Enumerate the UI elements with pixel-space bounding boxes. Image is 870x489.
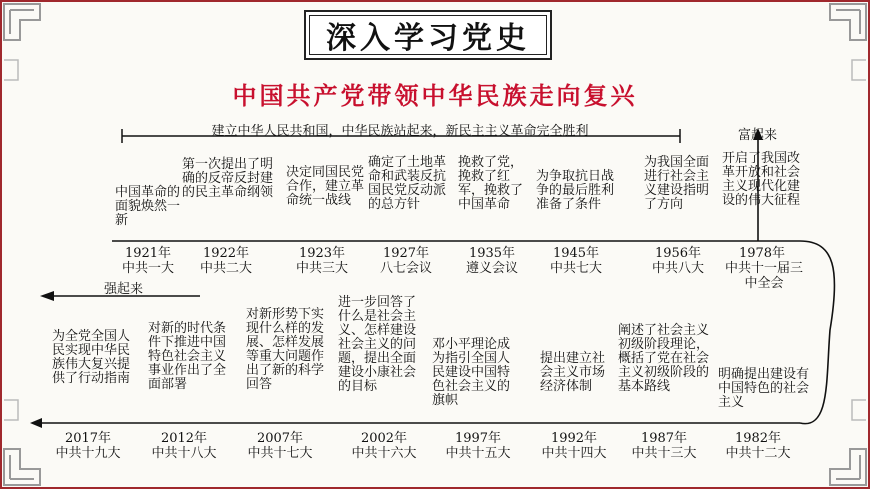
event-1922-year: 1922年 [202,246,250,261]
event-1923-year: 1923年 [298,246,346,261]
event-1997-year: 1997年 [454,431,502,446]
event-1982-year: 1982年 [734,431,782,446]
page-title: 深入学习党史 [326,21,530,56]
event-1945-meeting: 中共七大 [549,261,602,276]
title-box [304,10,552,60]
event-1997-meeting: 中共十五大 [445,446,511,461]
event-1978-year: 1978年 [738,246,786,261]
event-2007-year: 2007年 [256,431,304,446]
fuqilai-label: 富起来 [738,128,778,143]
event-1921-desc: 中国革命的面貌焕然一新 [115,185,181,228]
event-1956-year: 1956年 [654,246,702,261]
event-2012-meeting: 中共十八大 [151,446,217,461]
event-1922-desc: 第一次提出了明确的反帝反封建的民主革命纲领 [182,157,274,200]
event-1927-meeting: 八七会议 [379,261,432,276]
event-1923-meeting: 中共三大 [295,261,348,276]
event-1921-year: 1921年 [124,246,172,261]
event-1992-year: 1992年 [550,431,598,446]
event-2002-desc: 进一步回答了什么是社会主义、怎样建设社会主义的问题，提出全面建设小康社会的目标 [338,295,417,394]
event-1997-desc: 邓小平理论成为指引全国人民建设中国特色社会主义的旗帜 [432,337,511,408]
event-1992-desc: 提出建立社会主义市场经济体制 [540,351,606,394]
event-2007-meeting: 中共十七大 [247,446,313,461]
event-1956-desc: 为我国全面进行社会主义建设指明了方向 [644,155,710,212]
event-1987-desc: 阐述了社会主义初级阶段理论，概括了党在社会主义初级阶段的基本路线 [618,323,710,394]
event-1927-year: 1927年 [382,246,430,261]
event-2012-year: 2012年 [160,431,208,446]
event-2007-desc: 对新形势下实现什么样的发展、怎样发展等重大问题作出了新的科学回答 [246,307,325,392]
page-subtitle: 中国共产党带领中华民族走向复兴 [232,81,638,110]
event-1987-year: 1987年 [640,431,688,446]
era-label: 建立中华人民共和国，中华民族站起来，新民主主义革命完全胜利 [211,124,589,139]
event-2012-desc: 对新的时代条件下推进中国特色社会主义事业作出了全面部署 [148,321,227,392]
event-1945-desc: 为争取抗日战争的最后胜利准备了条件 [536,169,615,212]
event-1923-desc: 决定同国民党合作，建立革命统一战线 [286,165,365,208]
event-1945-year: 1945年 [552,246,600,261]
event-1921-meeting: 中共一大 [121,261,174,276]
event-2002-year: 2002年 [360,431,408,446]
event-1922-meeting: 中共二大 [199,261,252,276]
event-1935-meeting: 遵义会议 [465,261,518,276]
event-1987-meeting: 中共十三大 [631,446,697,461]
event-2017-meeting: 中共十九大 [55,446,121,461]
qiangqilai-label: 强起来 [104,282,144,297]
event-1935-desc: 挽救了党，挽救了红军，挽救了中国革命 [458,155,524,212]
event-1982-meeting: 中共十二大 [725,446,791,461]
event-2017-desc: 为全党全国人民实现中华民族伟大复兴提供了行动指南 [52,329,131,386]
event-1956-meeting: 中共八大 [651,261,704,276]
event-2002-meeting: 中共十六大 [351,446,417,461]
event-1927-desc: 确定了土地革命和武装反抗国民党反动派的总方针 [368,155,447,212]
event-1978-desc: 开启了我国改革开放和社会主义现代化建设的伟大征程 [722,151,801,208]
event-1935-year: 1935年 [468,246,516,261]
event-1978-meeting: 中共十一届三中全会 [724,261,803,291]
event-1992-meeting: 中共十四大 [541,446,607,461]
event-2017-year: 2017年 [64,431,112,446]
event-1982-desc: 明确提出建设有中国特色的社会主义 [718,367,810,410]
